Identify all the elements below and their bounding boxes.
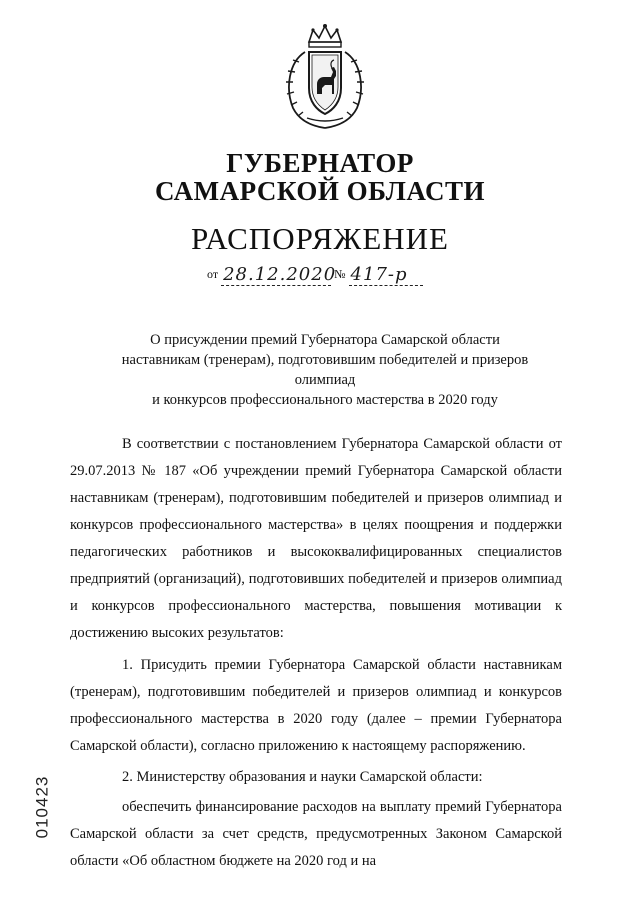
body-paragraph-item-2: 2. Министерству образования и науки Самарской области: [122, 769, 483, 785]
subject-line: и конкурсов профессионального мастерства в 2020 году [152, 392, 498, 408]
title-governor: ГУБЕРНАТОР [226, 148, 414, 178]
body-paragraph-item-1: 1. Присудить премии Губернатора Самарской области наставникам (тренерам), подготовившим победителей и призеров олимпиад и конкурсов профессионального мастерства в 2020 году (далее – премии Губернатора Самарской области), согласно приложению к настоящему распоряжению. [70, 657, 562, 754]
coat-of-arms-emblem [279, 22, 371, 130]
date-value: 28.12.2020 [223, 264, 337, 285]
side-serial-number [31, 768, 53, 846]
subject-line: наставникам (тренерам), подготовившим победителей и призеров олимпиад [121, 352, 529, 388]
document-type: РАСПОРЯЖЕНИЕ [191, 221, 449, 256]
serial-number-text: 010423 [32, 775, 52, 839]
body-paragraph-preamble: В соответствии с постановлением Губернатора Самарской области от 29.07.2013 № 187 «Об учреждении премий Губернатора Самарской области наставникам (тренерам), подготовившим победителей и призеров олимпиад и конкурсов профессионального мастерства» в целях поощрения и поддержки педагогических работников и высококвалифицированных специалистов предприятий (организаций), подготовивших победителей и призеров олимпиад и конкурсов профессионального мастерства, повышения мотивации к достижению высоких результатов: [70, 436, 562, 641]
date-prefix: от [207, 267, 219, 281]
number-prefix: № [334, 267, 346, 281]
body-paragraph-item-2-text: обеспечить финансирование расходов на выплату премий Губернатора Самарской области за счет средств, предусмотренных Законом Самарской области «Об областном бюджете на 2020 год и на [70, 799, 562, 869]
document-date-number [207, 262, 423, 288]
number-value: 417-р [349, 264, 423, 286]
subject-line: О присуждении премий Губернатора Самарской области [150, 332, 500, 348]
document-subject [90, 330, 560, 410]
title-region: САМАРСКОЙ ОБЛАСТИ [154, 176, 486, 206]
document-body [70, 431, 562, 875]
